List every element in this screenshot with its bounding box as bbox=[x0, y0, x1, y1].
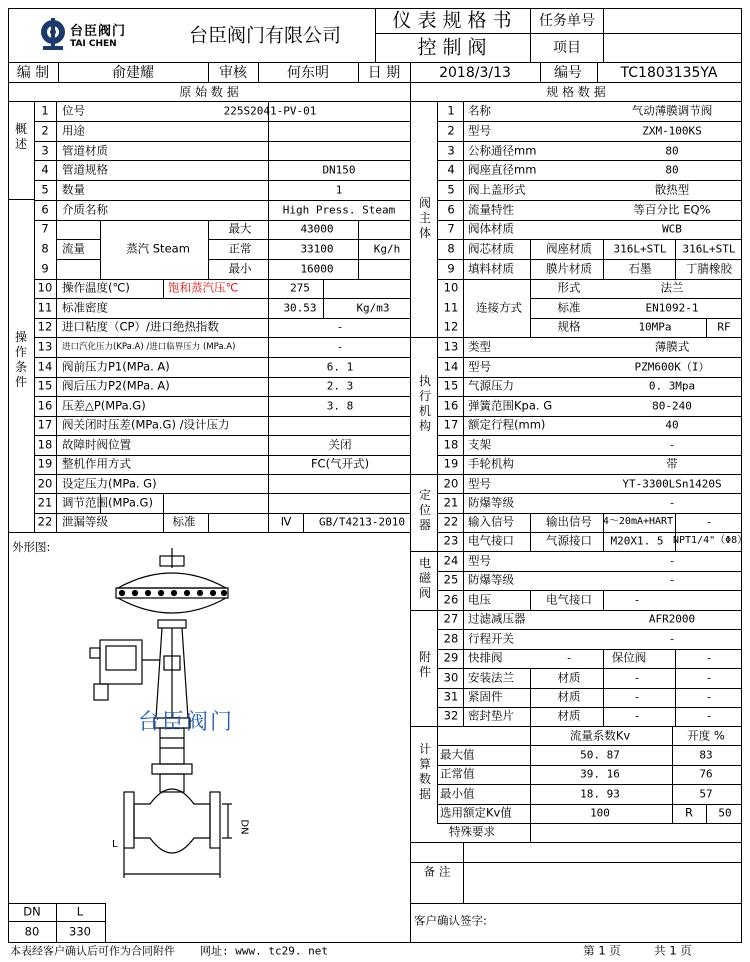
row-name: 故障时阀位置 bbox=[62, 437, 131, 452]
row-value: 80 bbox=[665, 163, 679, 177]
row-no: 22 bbox=[37, 514, 53, 529]
row-no: 9 bbox=[447, 261, 455, 276]
row-no: 6 bbox=[41, 202, 49, 217]
row-no: 8 bbox=[41, 241, 49, 256]
row-no: 6 bbox=[447, 202, 455, 217]
right-section-title: 规 格 数 据 bbox=[546, 85, 606, 99]
row-no: 15 bbox=[443, 378, 459, 393]
calc-r-label: R bbox=[685, 805, 693, 820]
doc-title: 仪 表 规 格 书 bbox=[392, 9, 512, 32]
dims-value-l: 330 bbox=[69, 924, 91, 939]
row-value: - bbox=[336, 320, 344, 334]
row-no: 24 bbox=[443, 553, 459, 568]
row-no: 3 bbox=[447, 143, 455, 158]
row-no: 1 bbox=[447, 103, 455, 118]
row-no: 19 bbox=[37, 456, 53, 471]
logo-text-cn: 台臣阀门 bbox=[70, 24, 127, 39]
row-label2: 规格 bbox=[557, 319, 581, 334]
row-no: 10 bbox=[37, 280, 53, 295]
row-name: 标准密度 bbox=[62, 300, 108, 315]
row-value: EN1092-1 bbox=[645, 301, 699, 315]
row-value: 气动薄膜调节阀 bbox=[631, 103, 713, 118]
row-value2: - bbox=[705, 690, 713, 704]
row-no: 31 bbox=[443, 689, 459, 704]
row-name: 管道规格 bbox=[62, 162, 108, 177]
row-no: 7 bbox=[41, 221, 49, 236]
row-no: 17 bbox=[37, 417, 53, 432]
row-value: 关闭 bbox=[328, 437, 352, 452]
row-value: - bbox=[668, 573, 676, 587]
row-value: 2. 3 bbox=[326, 379, 354, 393]
row-no: 9 bbox=[41, 261, 49, 276]
row-no: 13 bbox=[37, 339, 53, 354]
row-value2: - bbox=[705, 671, 713, 685]
row-name: 进口汽化压力(KPa.A) /进口临界压力 (MPa.A) bbox=[62, 341, 236, 352]
row-value: - bbox=[668, 554, 676, 568]
row-value: 80 bbox=[665, 144, 679, 158]
row-no: 19 bbox=[443, 456, 459, 471]
row-name: 电气接口 bbox=[468, 533, 514, 548]
row-name: 弹簧范围Kpa. G bbox=[468, 398, 553, 413]
row-label2: 保位阀 bbox=[611, 650, 647, 665]
row-no: 4 bbox=[447, 162, 455, 177]
row-no: 13 bbox=[443, 339, 459, 354]
calc-col-open: 开度 % bbox=[687, 728, 725, 743]
row-name: 型号 bbox=[468, 553, 491, 568]
group-positioner-label: 定位器 bbox=[418, 488, 431, 532]
group-solenoid-label: 电磁阀 bbox=[418, 556, 431, 600]
row-value: AFR2000 bbox=[648, 612, 696, 626]
row-value2: - bbox=[705, 651, 713, 665]
row-no: 21 bbox=[37, 495, 53, 510]
row-sub: 最大 bbox=[228, 221, 252, 236]
row-value: 16000 bbox=[300, 262, 334, 276]
row-name: 调节范围(MPa.G) bbox=[62, 495, 153, 510]
row-value: 1 bbox=[335, 183, 343, 197]
row-name: 输入信号 bbox=[468, 514, 514, 529]
row-no: 1 bbox=[41, 103, 49, 118]
row-label2: 膜片材质 bbox=[546, 261, 592, 276]
row-name: 整机作用方式 bbox=[62, 456, 131, 471]
special-label: 特殊要求 bbox=[449, 824, 495, 839]
row-name: 用途 bbox=[62, 123, 85, 138]
calc-row-kv: 39. 16 bbox=[580, 767, 620, 781]
row-value: 石墨 bbox=[628, 261, 652, 276]
dims-header-l: L bbox=[76, 904, 84, 919]
calc-row-name: 正常值 bbox=[440, 766, 475, 781]
row-name: 阀芯材质 bbox=[468, 241, 514, 256]
row-name: 阀上盖形式 bbox=[468, 182, 526, 197]
date-label: 日 期 bbox=[367, 65, 401, 81]
customer-sign-label: 客户确认签字: bbox=[414, 913, 487, 928]
row-class: Ⅳ bbox=[280, 514, 292, 529]
group-body-label: 阀主体 bbox=[418, 196, 431, 240]
row-unit: Kg/m3 bbox=[356, 301, 390, 315]
row-name: 泄漏等级 bbox=[62, 514, 108, 529]
row-no: 22 bbox=[443, 514, 459, 529]
row-value: 6. 1 bbox=[326, 360, 354, 374]
row-name: 流量 bbox=[62, 241, 85, 256]
row-no: 12 bbox=[37, 319, 53, 334]
row-no: 11 bbox=[37, 300, 53, 315]
row-note: 饱和蒸汽压℃ bbox=[168, 280, 239, 295]
row-no: 27 bbox=[443, 611, 459, 626]
row-name: 阀前压力P1(MPa. A) bbox=[62, 359, 170, 374]
reviewer-value: 何东明 bbox=[287, 65, 329, 81]
row-value: WCB bbox=[662, 222, 682, 236]
row-name: 进口粘度（CP）/进口绝热指数 bbox=[62, 319, 219, 334]
calc-r-value: 50 bbox=[718, 806, 732, 820]
row-value: - bbox=[336, 340, 344, 354]
row-name: 气源压力 bbox=[468, 378, 514, 393]
row-no: 20 bbox=[443, 476, 459, 491]
editor-value: 俞建耀 bbox=[112, 65, 154, 81]
row-no: 14 bbox=[37, 359, 53, 374]
row-name: 填料材质 bbox=[468, 261, 514, 276]
row-value: - bbox=[565, 651, 573, 665]
row-no: 17 bbox=[443, 417, 459, 432]
row-value: 带 bbox=[666, 456, 678, 471]
row-value2: - bbox=[705, 515, 713, 529]
row-name: 型号 bbox=[468, 359, 491, 374]
row-value: - bbox=[633, 671, 641, 685]
row-label2: 形式 bbox=[557, 280, 581, 295]
row-unit: Kg/h bbox=[373, 242, 401, 256]
row-value: 散热型 bbox=[654, 182, 690, 197]
row-name: 阀后压力P2(MPa. A) bbox=[62, 378, 170, 393]
row-name: 电压 bbox=[468, 592, 491, 607]
row-value2: - bbox=[705, 709, 713, 723]
row-no: 14 bbox=[443, 359, 459, 374]
row-label2: 标准 bbox=[557, 300, 581, 315]
row-no: 3 bbox=[41, 143, 49, 158]
row-value: 30.53 bbox=[283, 301, 317, 315]
row-name: 类型 bbox=[468, 339, 491, 354]
row-no: 23 bbox=[443, 533, 459, 548]
row-value2: 丁腈橡胶 bbox=[686, 261, 732, 276]
drawing-label: 外形图: bbox=[12, 540, 51, 554]
row-name: 位号 bbox=[62, 103, 85, 118]
row-name: 型号 bbox=[468, 476, 491, 491]
row-value: - bbox=[668, 438, 676, 452]
row-std: 标准 bbox=[172, 514, 196, 529]
group-operation-label: 操作条件 bbox=[14, 330, 27, 389]
calc-row-name: 最小值 bbox=[440, 786, 475, 801]
footer-total: 共 1 页 bbox=[654, 943, 692, 958]
row-no: 2 bbox=[41, 123, 49, 138]
row-name: 安装法兰 bbox=[468, 670, 514, 685]
row-label2: 阀座材质 bbox=[546, 241, 592, 256]
row-value: PZM600K（I） bbox=[634, 360, 710, 374]
item-label: 项目 bbox=[553, 40, 581, 56]
company-logo-icon bbox=[38, 14, 68, 54]
reviewer-label: 审核 bbox=[219, 65, 247, 81]
row-label2: 输出信号 bbox=[546, 514, 592, 529]
dims-header-dn: DN bbox=[23, 904, 41, 919]
row-value2: 316L+STL bbox=[682, 242, 736, 256]
row-name: 支架 bbox=[468, 437, 491, 452]
row-value: - bbox=[633, 709, 641, 723]
row-no: 29 bbox=[443, 650, 459, 665]
row-value: 0. 3Mpa bbox=[648, 379, 696, 393]
row-no: 10 bbox=[443, 280, 459, 295]
left-section-title: 原 始 数 据 bbox=[179, 85, 239, 99]
row-no: 26 bbox=[443, 592, 459, 607]
row-name: 阀关闭时压差(MPa.G) /设计压力 bbox=[62, 417, 230, 432]
row-value: 43000 bbox=[300, 222, 334, 236]
row-value: 33100 bbox=[300, 242, 334, 256]
row-label2: 材质 bbox=[557, 708, 581, 723]
row-value: ZXM-100KS bbox=[642, 124, 702, 138]
row-label2: 材质 bbox=[557, 670, 581, 685]
row-no: 20 bbox=[37, 476, 53, 491]
calc-row-open: 83 bbox=[699, 748, 713, 762]
group-accessories-label: 附件 bbox=[418, 650, 431, 679]
row-no: 15 bbox=[37, 378, 53, 393]
calc-row-kv: 18. 93 bbox=[580, 787, 620, 801]
row-value: 等百分比 EQ% bbox=[633, 202, 711, 217]
row-value: DN150 bbox=[322, 163, 356, 177]
row-no: 12 bbox=[443, 319, 459, 334]
row-name: 压差△P(MPa.G) bbox=[62, 398, 146, 413]
logo-text-en: TAI CHEN bbox=[70, 39, 117, 49]
group-overview-label: 概述 bbox=[14, 122, 27, 151]
row-no: 5 bbox=[447, 182, 455, 197]
row-no: 16 bbox=[37, 398, 53, 413]
row-no: 25 bbox=[443, 572, 459, 587]
row-name: 介质名称 bbox=[62, 202, 108, 217]
calc-col-kv: 流量系数Kv bbox=[569, 728, 631, 743]
row-value: 法兰 bbox=[660, 280, 684, 295]
row-value: YT-3300LSn1420S bbox=[622, 477, 722, 491]
row-name: 额定行程(mm) bbox=[468, 417, 546, 432]
row-name: 流量特性 bbox=[468, 202, 514, 217]
row-value: - bbox=[633, 690, 641, 704]
footer-website: 网址: www. tc29. net bbox=[200, 944, 328, 958]
row-name: 紧固件 bbox=[468, 689, 503, 704]
row-value: M20X1. 5 bbox=[610, 534, 664, 548]
dims-value-dn: 80 bbox=[24, 924, 40, 939]
group-calc-label: 计算数据 bbox=[418, 742, 431, 801]
row-value: 275 bbox=[290, 281, 310, 295]
row-no: 4 bbox=[41, 162, 49, 177]
row-value: FC(气开式) bbox=[310, 456, 370, 471]
row-name: 阀体材质 bbox=[468, 221, 514, 236]
row-name: 行程开关 bbox=[468, 631, 514, 646]
row-name: 手轮机构 bbox=[468, 456, 514, 471]
calc-rated-label: 选用额定Kv值 bbox=[440, 805, 512, 820]
row-value: 225S2041-PV-01 bbox=[223, 104, 317, 118]
row-name: 防爆等级 bbox=[468, 495, 514, 510]
doc-subtitle: 控 制 阀 bbox=[417, 36, 487, 59]
task-label: 任务单号 bbox=[539, 13, 595, 29]
row-name: 名称 bbox=[468, 103, 491, 118]
editor-label: 编 制 bbox=[16, 65, 50, 81]
row-label2: 电气接口 bbox=[546, 592, 592, 607]
row-value: 10MPa bbox=[638, 320, 672, 334]
row-value: GB/T4213-2010 bbox=[318, 515, 406, 529]
remark-label: 备 注 bbox=[423, 864, 451, 879]
row-no: 16 bbox=[443, 398, 459, 413]
row-sub: 最小 bbox=[228, 261, 252, 276]
row-sub: 正常 bbox=[228, 241, 252, 256]
row-name: 快排阀 bbox=[468, 650, 503, 665]
calc-row-open: 76 bbox=[699, 767, 713, 781]
row-label2: 气源接口 bbox=[546, 533, 592, 548]
footer-note: 本表经客户确认后可作为合同附件 bbox=[10, 944, 175, 958]
row-name: 过滤减压器 bbox=[468, 611, 526, 626]
code-label: 编号 bbox=[554, 65, 582, 81]
dim-label-l: L bbox=[112, 839, 118, 850]
dim-label-dn: DN bbox=[238, 819, 250, 835]
row-no: 2 bbox=[447, 123, 455, 138]
row-value: 40 bbox=[665, 418, 679, 432]
row-name: 管道材质 bbox=[62, 143, 108, 158]
row-value: 80-240 bbox=[652, 399, 692, 413]
calc-row-name: 最大值 bbox=[440, 747, 475, 762]
group-actuator-label: 执行机构 bbox=[418, 374, 431, 433]
row-value: 薄膜式 bbox=[654, 339, 690, 354]
row-name: 型号 bbox=[468, 123, 491, 138]
row-no: 21 bbox=[443, 495, 459, 510]
row-no: 30 bbox=[443, 670, 459, 685]
footer-page: 第 1 页 bbox=[583, 943, 621, 958]
row-name: 公称通径mm bbox=[468, 143, 537, 158]
row-no: 11 bbox=[443, 300, 459, 315]
row-name: 连接方式 bbox=[476, 300, 522, 315]
company-name: 台臣阀门有限公司 bbox=[188, 24, 342, 47]
calc-row-kv: 50. 87 bbox=[580, 748, 620, 762]
row-no: 7 bbox=[447, 221, 455, 236]
calc-rated-value: 100 bbox=[590, 806, 610, 820]
row-value2: RF bbox=[717, 320, 731, 334]
row-no: 18 bbox=[37, 437, 53, 452]
row-value: - bbox=[633, 593, 641, 607]
drawing-watermark: 台臣阀门 bbox=[138, 710, 235, 735]
row-no: 8 bbox=[447, 241, 455, 256]
row-value: 316L+STL bbox=[613, 242, 667, 256]
row-name: 密封垫片 bbox=[468, 708, 514, 723]
row-value: - bbox=[668, 632, 676, 646]
row-name: 防爆等级 bbox=[468, 572, 514, 587]
row-value2: NPT1/4"（Φ8） bbox=[673, 535, 748, 546]
row-label2: 材质 bbox=[557, 689, 581, 704]
row-name: 操作温度(℃) bbox=[62, 280, 130, 295]
row-name: 数量 bbox=[62, 182, 85, 197]
row-value: - bbox=[668, 496, 676, 510]
row-no: 18 bbox=[443, 437, 459, 452]
code-value: TC1803135YA bbox=[620, 65, 718, 81]
row-no: 28 bbox=[443, 631, 459, 646]
row-value: 4～20mA+HART bbox=[602, 516, 674, 527]
row-medium: 蒸汽 Steam bbox=[126, 241, 190, 256]
row-name: 阀座直径mm bbox=[468, 162, 537, 177]
row-no: 32 bbox=[443, 708, 459, 723]
row-value: 3. 8 bbox=[326, 399, 354, 413]
calc-row-open: 57 bbox=[699, 787, 713, 801]
row-value: High Press. Steam bbox=[282, 203, 396, 217]
row-no: 5 bbox=[41, 182, 49, 197]
row-name: 设定压力(MPa. G) bbox=[62, 476, 157, 491]
date-value: 2018/3/13 bbox=[439, 65, 511, 81]
